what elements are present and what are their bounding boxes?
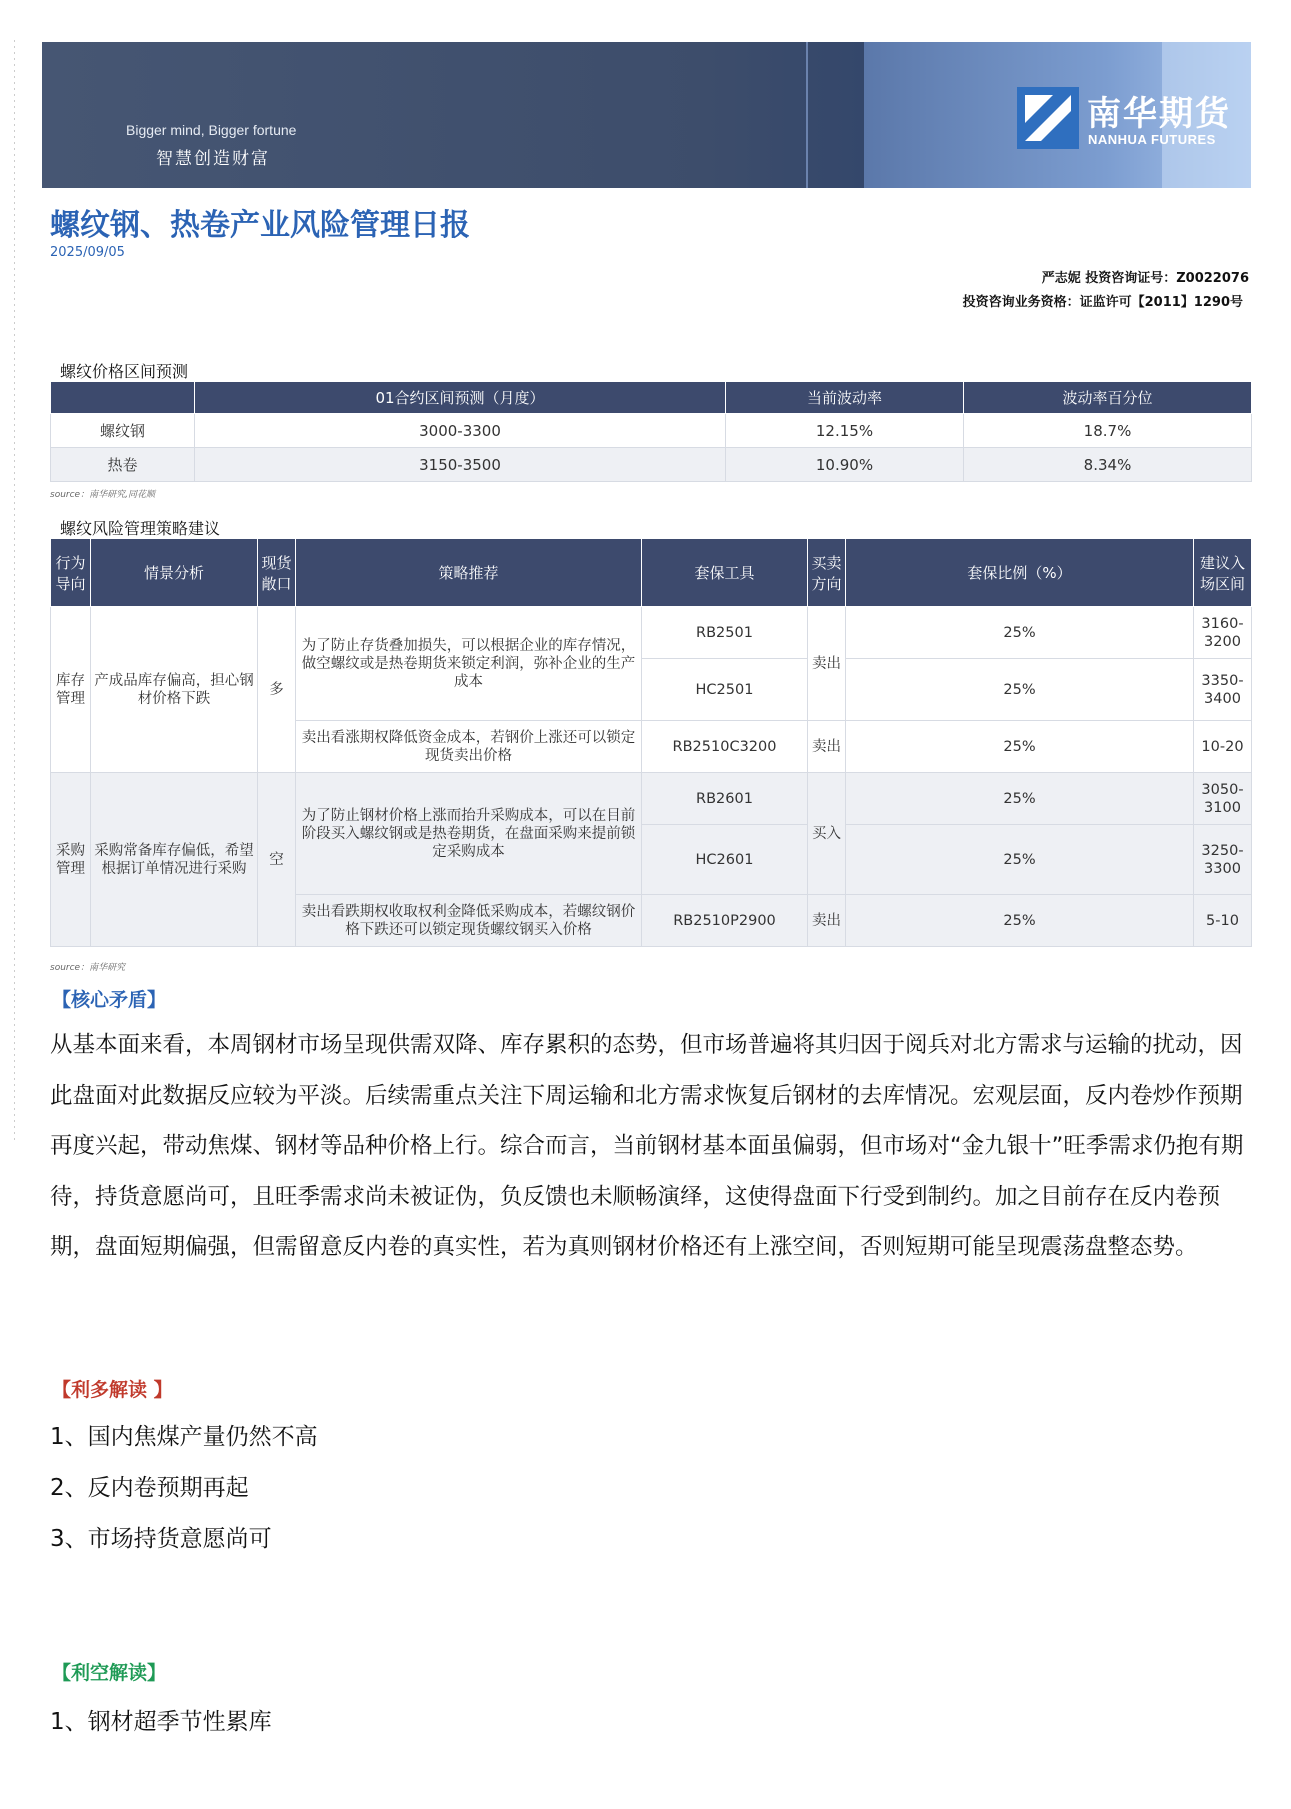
- strat-exposure-purchase: 空: [258, 773, 296, 947]
- strat-source-note: source：南华研究: [50, 963, 126, 973]
- strat-scenario-purchase: 采购常备库存偏低，希望根据订单情况进行采购: [91, 773, 258, 947]
- report-license: 投资咨询业务资格：证监许可【2011】1290号: [962, 295, 1243, 310]
- bullish-list: [50, 1412, 318, 1565]
- strategy-table: [50, 538, 1252, 947]
- strat-header-ratio: 套保比例（%）: [846, 539, 1194, 607]
- price-forecast-table: [50, 381, 1252, 482]
- slogan-chinese: 智慧创造财富: [156, 149, 270, 169]
- logo-text-chinese: 南华期货: [1087, 94, 1231, 134]
- banner-divider: [806, 42, 808, 188]
- bearish-list: [50, 1697, 272, 1748]
- nanhua-logo-icon: [1017, 87, 1079, 149]
- bearish-heading: 【利空解读】: [52, 1662, 167, 1684]
- report-author: 严志妮 投资咨询证号：Z0022076: [1041, 271, 1249, 286]
- strat-entry: 3050-3100: [1194, 773, 1252, 825]
- strat-header-exposure: 现货敞口: [258, 539, 296, 607]
- strat-tool: HC2501: [642, 659, 808, 721]
- logo-text-english: NANHUA FUTURES: [1088, 132, 1216, 147]
- pred-cell-range: 3000-3300: [195, 414, 726, 448]
- report-date: 2025/09/05: [50, 245, 125, 260]
- list-item: 3、市场持货意愿尚可: [50, 1526, 272, 1552]
- pred-cell-vol: 10.90%: [726, 448, 964, 482]
- pred-source-note: source：南华研究,同花顺: [50, 490, 155, 500]
- core-heading: 【核心矛盾】: [52, 989, 167, 1011]
- pred-cell-pct: 18.7%: [964, 414, 1252, 448]
- pred-cell-vol: 12.15%: [726, 414, 964, 448]
- pred-header-pct: 波动率百分位: [964, 382, 1252, 414]
- slogan-english: Bigger mind, Bigger fortune: [126, 122, 297, 138]
- strat-ratio: 25%: [846, 825, 1194, 895]
- strat-ratio: 25%: [846, 895, 1194, 947]
- strat-header-entry: 建议入场区间: [1194, 539, 1252, 607]
- strat-strategy-purchase-futures: 为了防止钢材价格上涨而抬升采购成本，可以在目前阶段买入螺纹钢或是热卷期货，在盘面采购来提前锁定采购成本: [296, 773, 642, 895]
- strat-entry: 3250-3300: [1194, 825, 1252, 895]
- list-item: 2、反内卷预期再起: [50, 1475, 249, 1501]
- table-row: [51, 773, 1252, 825]
- strat-header-direction: 买卖方向: [808, 539, 846, 607]
- strat-entry: 5-10: [1194, 895, 1252, 947]
- pred-header-blank: [51, 382, 195, 414]
- strat-strategy-purchase-options: 卖出看跌期权收取权利金降低采购成本，若螺纹钢价格下跌还可以锁定现货螺纹钢买入价格: [296, 895, 642, 947]
- bullish-heading: 【利多解读 】: [52, 1379, 173, 1401]
- strat-entry: 10-20: [1194, 721, 1252, 773]
- strat-tool: RB2501: [642, 607, 808, 659]
- strat-entry: 3160-3200: [1194, 607, 1252, 659]
- pred-cell-name: 热卷: [51, 448, 195, 482]
- strat-direction: 买入: [808, 773, 846, 895]
- strat-tool: RB2510P2900: [642, 895, 808, 947]
- strat-strategy-inventory-futures: 为了防止存货叠加损失，可以根据企业的库存情况，做空螺纹或是热卷期货来锁定利润，弥补企业的生产成本: [296, 607, 642, 721]
- pred-cell-pct: 8.34%: [964, 448, 1252, 482]
- core-paragraph: 从基本面来看，本周钢材市场呈现供需双降、库存累积的态势，但市场普遍将其归因于阅兵对北方需求与运输的扰动，因此盘面对此数据反应较为平淡。后续需重点关注下周运输和北方需求恢复后钢材的去库情况。宏观层面，反内卷炒作预期再度兴起，带动焦煤、钢材等品种价格上行。综合而言，当前钢材基本面虽偏弱，但市场对“金九银十”旺季需求仍抱有期待，持货意愿尚可，且旺季需求尚未被证伪，负反馈也未顺畅演绎，这使得盘面下行受到制约。加之目前存在反内卷预期，盘面短期偏强，但需留意反内卷的真实性，若为真则钢材价格还有上涨空间，否则短期可能呈现震荡盘整态势。: [50, 1032, 1244, 1260]
- table-row: [51, 448, 1252, 482]
- strategy-title: 螺纹风险管理策略建议: [60, 519, 221, 538]
- list-item: 1、国内焦煤产量仍然不高: [50, 1424, 318, 1450]
- strat-tool: RB2510C3200: [642, 721, 808, 773]
- strat-header-behavior: 行为导向: [51, 539, 91, 607]
- header-banner: [42, 42, 1251, 188]
- pred-cell-range: 3150-3500: [195, 448, 726, 482]
- strat-exposure-inventory: 多: [258, 607, 296, 773]
- list-item: 1、钢材超季节性累库: [50, 1709, 272, 1735]
- strat-tool: RB2601: [642, 773, 808, 825]
- page-edge-decoration: [14, 40, 15, 1140]
- strat-entry: 3350-3400: [1194, 659, 1252, 721]
- strat-strategy-inventory-options: 卖出看涨期权降低资金成本，若钢价上涨还可以锁定现货卖出价格: [296, 721, 642, 773]
- strat-tool: HC2601: [642, 825, 808, 895]
- pred-header-range: 01合约区间预测（月度）: [195, 382, 726, 414]
- strat-header-strategy: 策略推荐: [296, 539, 642, 607]
- strat-ratio: 25%: [846, 659, 1194, 721]
- pred-header-vol: 当前波动率: [726, 382, 964, 414]
- strat-direction: 卖出: [808, 721, 846, 773]
- report-title: 螺纹钢、热卷产业风险管理日报: [50, 208, 470, 243]
- strat-behavior-purchase: 采购管理: [51, 773, 91, 947]
- pred-cell-name: 螺纹钢: [51, 414, 195, 448]
- strat-ratio: 25%: [846, 773, 1194, 825]
- strat-header-tool: 套保工具: [642, 539, 808, 607]
- table-row: [51, 607, 1252, 659]
- strat-behavior-inventory: 库存管理: [51, 607, 91, 773]
- strat-direction: 卖出: [808, 607, 846, 721]
- strat-direction: 卖出: [808, 895, 846, 947]
- table-row: [51, 414, 1252, 448]
- strat-ratio: 25%: [846, 607, 1194, 659]
- strat-scenario-inventory: 产成品库存偏高，担心钢材价格下跌: [91, 607, 258, 773]
- price-forecast-title: 螺纹价格区间预测: [60, 362, 189, 381]
- strat-header-scenario: 情景分析: [91, 539, 258, 607]
- strat-ratio: 25%: [846, 721, 1194, 773]
